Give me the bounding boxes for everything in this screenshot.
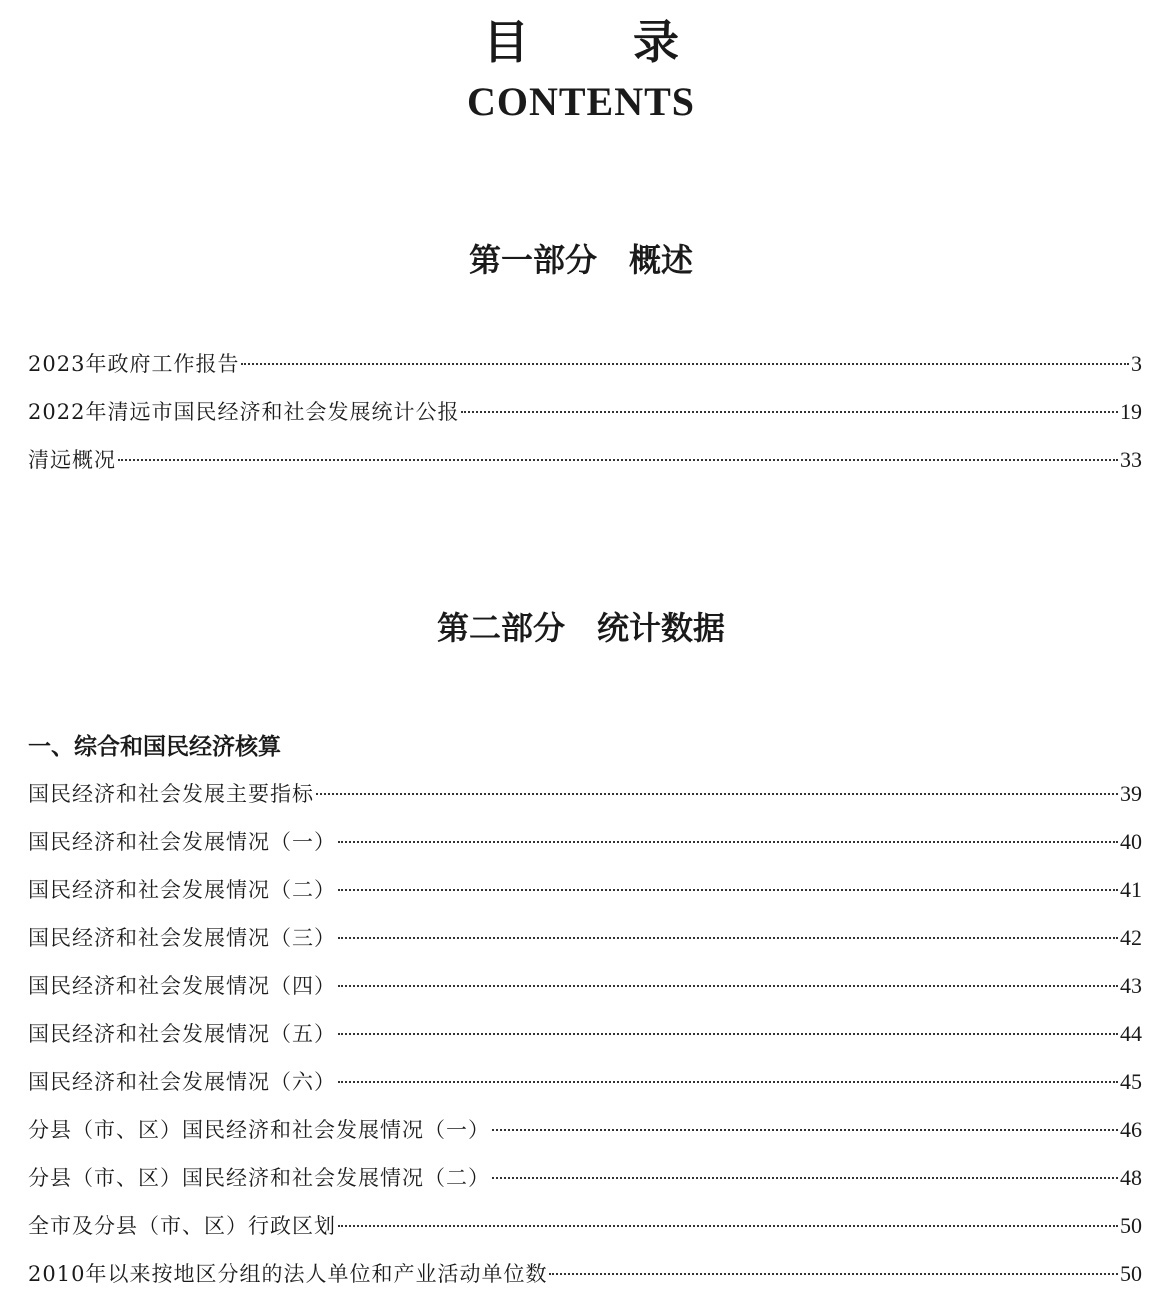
toc-entry-title: 国民经济和社会发展主要指标: [28, 782, 314, 806]
toc-entry-title: 国民经济和社会发展情况（五）: [28, 1022, 336, 1046]
toc-dot-leader: [118, 459, 1118, 461]
toc-dot-leader: [338, 937, 1118, 939]
part-two-toc: [28, 770, 1142, 1298]
toc-entry-page: 42: [1120, 925, 1142, 950]
toc-entry[interactable]: [28, 1010, 1142, 1058]
toc-entry[interactable]: [28, 818, 1142, 866]
toc-entry[interactable]: [28, 962, 1142, 1010]
toc-dot-leader: [492, 1177, 1118, 1179]
toc-entry[interactable]: [28, 388, 1142, 436]
part-two-heading: 第二部分 统计数据: [436, 609, 725, 647]
toc-entry[interactable]: [28, 436, 1142, 484]
toc-entry-page: 33: [1120, 447, 1142, 472]
toc-entry-title: 分县（市、区）国民经济和社会发展情况（二）: [28, 1166, 490, 1190]
toc-entry[interactable]: [28, 914, 1142, 962]
toc-dot-leader: [338, 1033, 1118, 1035]
toc-dot-leader: [338, 1081, 1118, 1083]
toc-entry-title: 国民经济和社会发展情况（六）: [28, 1070, 336, 1094]
toc-entry-page: 48: [1120, 1165, 1142, 1190]
part-one-heading: 第一部分 概述: [468, 241, 693, 279]
toc-dot-leader: [492, 1129, 1118, 1131]
toc-entry-page: 43: [1120, 973, 1142, 998]
toc-dot-leader: [241, 363, 1129, 365]
toc-entry-page: 50: [1120, 1261, 1142, 1286]
toc-entry-page: 46: [1120, 1117, 1142, 1142]
toc-entry-page: 40: [1120, 829, 1142, 854]
toc-entry[interactable]: [28, 1154, 1142, 1202]
toc-entry-title: 清远概况: [28, 448, 116, 472]
toc-entry-page: 44: [1120, 1021, 1142, 1046]
toc-entry[interactable]: [28, 1058, 1142, 1106]
part-one-toc: [28, 340, 1142, 484]
page-title-english: CONTENTS: [466, 79, 696, 124]
page-title: 目录: [483, 15, 783, 69]
toc-entry-page: 45: [1120, 1069, 1142, 1094]
toc-entry-page: 41: [1120, 877, 1142, 902]
toc-entry-title: 2023年政府工作报告: [28, 352, 240, 376]
toc-entry-page: 39: [1120, 781, 1142, 806]
toc-entry-title: 国民经济和社会发展情况（二）: [28, 878, 336, 902]
toc-dot-leader: [338, 841, 1118, 843]
toc-entry-title: 2010年以来按地区分组的法人单位和产业活动单位数: [28, 1262, 548, 1286]
toc-entry[interactable]: [28, 1250, 1142, 1298]
toc-entry-title: 全市及分县（市、区）行政区划: [28, 1214, 336, 1238]
toc-entry[interactable]: [28, 866, 1142, 914]
toc-entry-title: 国民经济和社会发展情况（三）: [28, 926, 336, 950]
toc-dot-leader: [338, 889, 1118, 891]
toc-entry-title: 分县（市、区）国民经济和社会发展情况（一）: [28, 1118, 490, 1142]
toc-entry-page: 50: [1120, 1213, 1142, 1238]
toc-entry-page: 3: [1131, 351, 1142, 376]
toc-entry-page: 19: [1120, 399, 1142, 424]
toc-entry-title: 国民经济和社会发展情况（一）: [28, 830, 336, 854]
toc-entry[interactable]: [28, 1202, 1142, 1250]
toc-dot-leader: [549, 1273, 1118, 1275]
toc-dot-leader: [461, 411, 1118, 413]
toc-entry-title: 国民经济和社会发展情况（四）: [28, 974, 336, 998]
toc-entry[interactable]: [28, 1106, 1142, 1154]
toc-dot-leader: [338, 985, 1118, 987]
toc-entry-title: 2022年清远市国民经济和社会发展统计公报: [28, 400, 460, 424]
section-heading: 一、综合和国民经济核算: [28, 734, 281, 760]
toc-dot-leader: [338, 1225, 1118, 1227]
toc-entry[interactable]: [28, 770, 1142, 818]
toc-entry[interactable]: [28, 340, 1142, 388]
toc-dot-leader: [316, 793, 1118, 795]
